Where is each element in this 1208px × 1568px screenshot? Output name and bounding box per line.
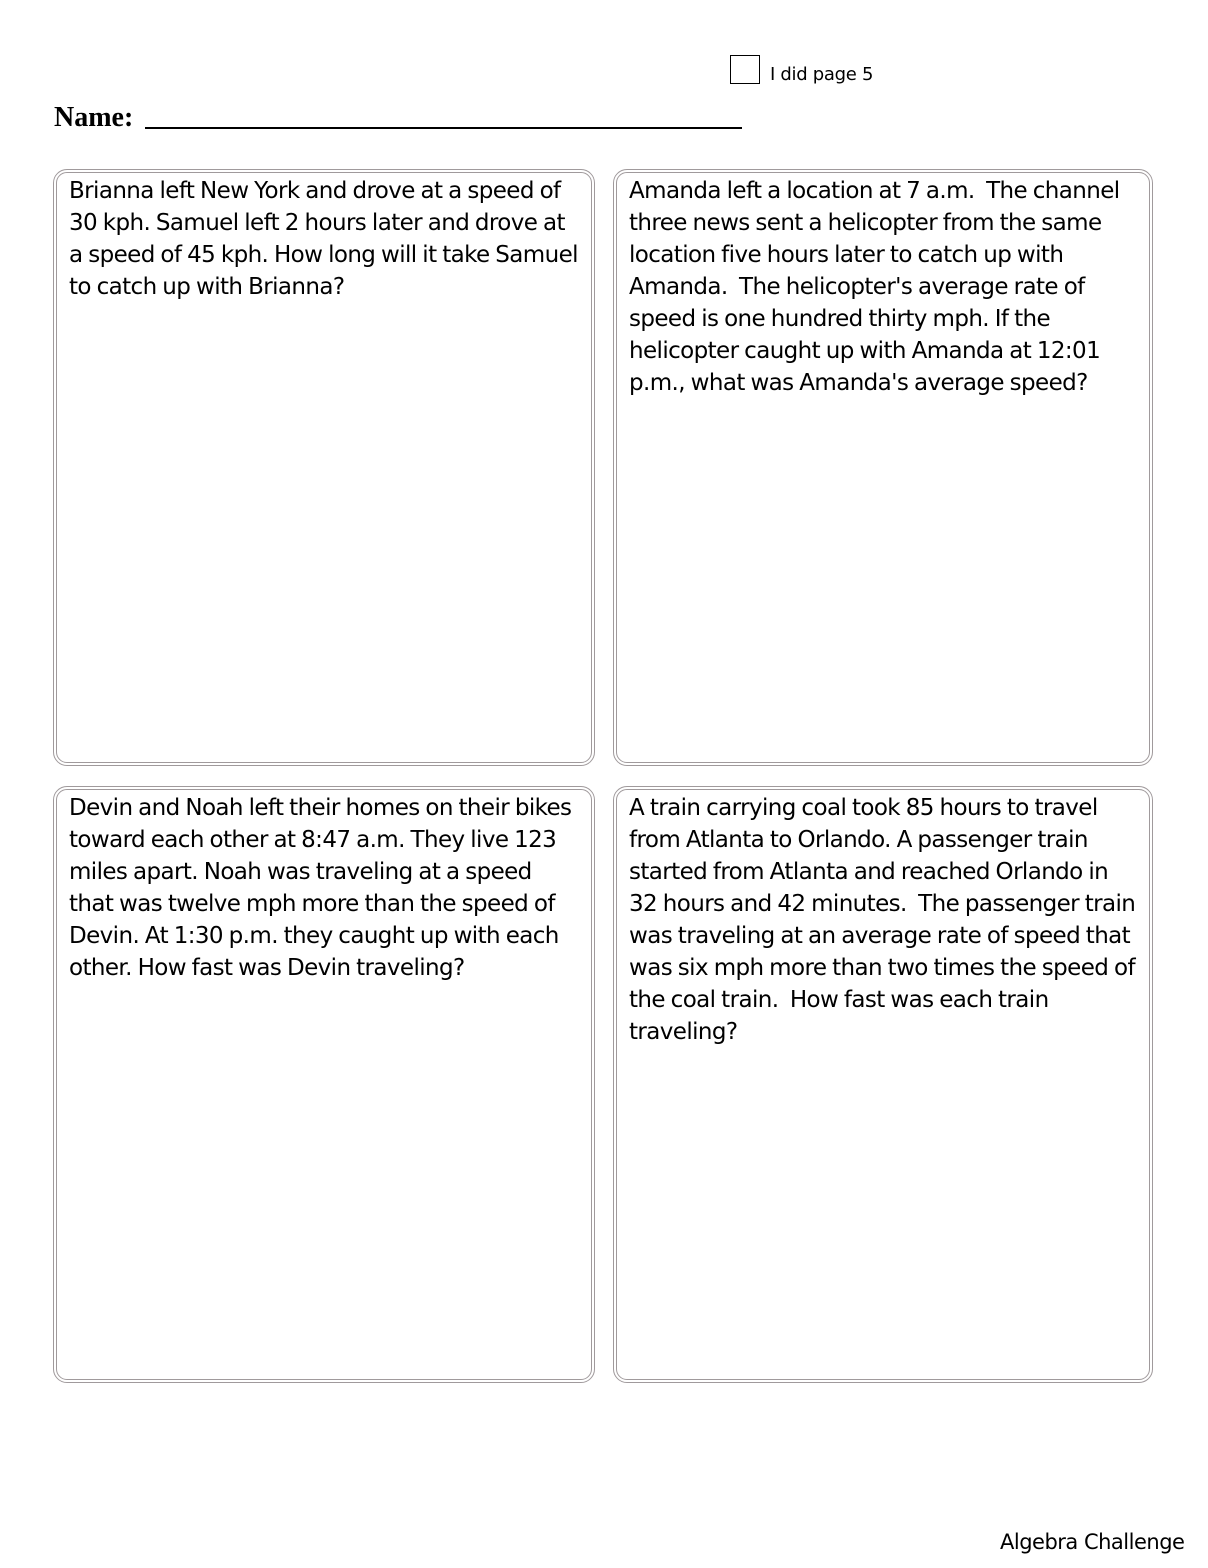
problem-box-4[interactable]: A train carrying coal took 85 hours to travel from Atlanta to Orlando. A passenger train started from Atlanta and reached Orlando in 32 hours and 42 minutes. The passenger train was traveling at an average rate of speed that was six mph more than two times the speed of the coal train. How fast was each train traveling?	[613, 786, 1153, 1383]
footer-title: Algebra Challenge	[1000, 1530, 1185, 1554]
problem-box-2[interactable]: Amanda left a location at 7 a.m. The channel three news sent a helicopter from the same location five hours later to catch up with Amanda. The helicopter's average rate of speed is one hundred thirty mph. If the helicopter caught up with Amanda at 12:01 p.m., what was Amanda's average speed?	[613, 169, 1153, 766]
completion-checkbox-label: I did page 5	[770, 64, 874, 85]
name-input-line[interactable]	[145, 127, 742, 129]
name-label: Name:	[54, 102, 134, 133]
completion-checkbox[interactable]	[730, 55, 760, 84]
problem-box-3[interactable]: Devin and Noah left their homes on their bikes toward each other at 8:47 a.m. They live 123 miles apart. Noah was traveling at a speed that was twelve mph more than the speed of Devin. At 1:30 p.m. they caught up with each other. How fast was Devin traveling?	[53, 786, 595, 1383]
problem-box-1[interactable]: Brianna left New York and drove at a speed of 30 kph. Samuel left 2 hours later and drove at a speed of 45 kph. How long will it take Samuel to catch up with Brianna?	[53, 169, 595, 766]
